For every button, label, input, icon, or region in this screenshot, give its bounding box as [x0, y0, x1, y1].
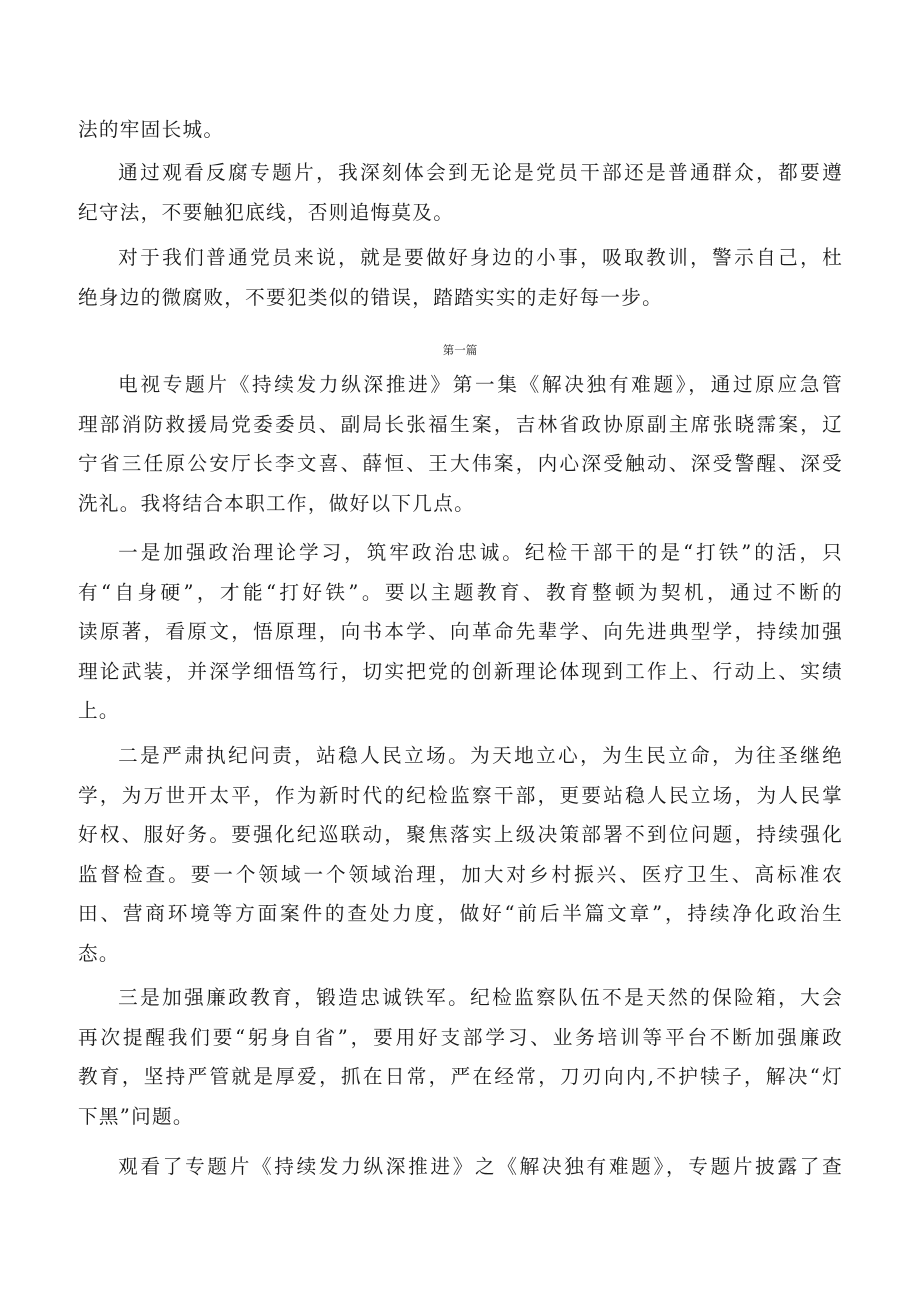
text-line: 教育，坚持严管就是厚爱，抓在日常，严在经常，刀刃向内,不护犊子，解决“灯	[78, 1065, 843, 1088]
text-line: 纪守法，不要触犯底线，否则追悔莫及。	[78, 200, 455, 224]
text-line: 观看了专题片《持续发力纵深推进》之《解决独有难题》，专题片披露了查	[118, 1155, 843, 1178]
paragraph	[78, 238, 843, 317]
paragraph	[78, 153, 843, 232]
text-line: 态。	[78, 941, 120, 965]
text-line: 有“自身硬”，才能“打好铁”。要以主题教育、教育整顿为契机，通过不断的	[78, 580, 843, 604]
text-line: 一是加强政治理论学习，筑牢政治忠诚。纪检干部干的是“打铁”的活，只	[118, 541, 843, 564]
paragraph	[78, 978, 843, 1136]
text-line: 电视专题片《持续发力纵深推进》第一集《解决独有难题》，通过原应急管	[118, 373, 843, 396]
paragraph	[78, 736, 843, 973]
text-line: 好权、服好务。要强化纪巡联动，聚焦落实上级决策部署不到位问题，持续强化	[78, 823, 843, 846]
text-line: 田、营商环境等方面案件的查处力度，做好“前后半篇文章”，持续净化政治生	[78, 902, 843, 925]
paragraph	[78, 533, 843, 731]
text-line: 上。	[78, 699, 120, 722]
text-line: 理论武装，并深学细悟笃行，切实把党的创新理论体现到工作上、行动上、实绩	[78, 659, 843, 683]
text-line: 洗礼。我将结合本职工作，做好以下几点。	[78, 491, 475, 515]
text-line: 学，为万世开太平，作为新时代的纪检监察干部，更要站稳人民立场，为人民掌	[78, 783, 843, 807]
paragraph	[78, 110, 843, 150]
text-line: 二是严肃执纪问责，站稳人民立场。为天地立心，为生民立命，为往圣继绝	[118, 744, 843, 767]
paragraph	[78, 365, 843, 523]
text-line: 下黑”问题。	[78, 1104, 194, 1128]
section-heading: 第一篇	[442, 343, 478, 357]
text-line: 三是加强廉政教育，锻造忠诚铁军。纪检监察队伍不是天然的保险箱，大会	[118, 986, 843, 1009]
text-line: 再次提醒我们要“躬身自省”，要用好支部学习、业务培训等平台不断加强廉政	[78, 1025, 843, 1049]
text-line: 绝身边的微腐败，不要犯类似的错误，踏踏实实的走好每一步。	[78, 285, 664, 309]
paragraph	[78, 1147, 843, 1187]
text-line: 监督检查。要一个领域一个领域治理，加大对乡村振兴、医疗卫生、高标准农	[78, 862, 843, 886]
text-line: 理部消防救援局党委委员、副局长张福生案，吉林省政协原副主席张晓霈案，辽	[78, 412, 843, 436]
text-line: 读原著，看原文，悟原理，向书本学、向革命先辈学、向先进典型学，持续加强	[78, 620, 843, 643]
text-line: 通过观看反腐专题片，我深刻体会到无论是党员干部还是普通群众，都要遵	[118, 161, 843, 184]
text-line: 法的牢固长城。	[78, 118, 225, 141]
text-line: 宁省三任原公安厅长李文喜、薛恒、王大伟案，内心深受触动、深受警醒、深受	[78, 452, 843, 475]
text-line: 对于我们普通党员来说，就是要做好身边的小事，吸取教训，警示自己，杜	[118, 246, 843, 269]
